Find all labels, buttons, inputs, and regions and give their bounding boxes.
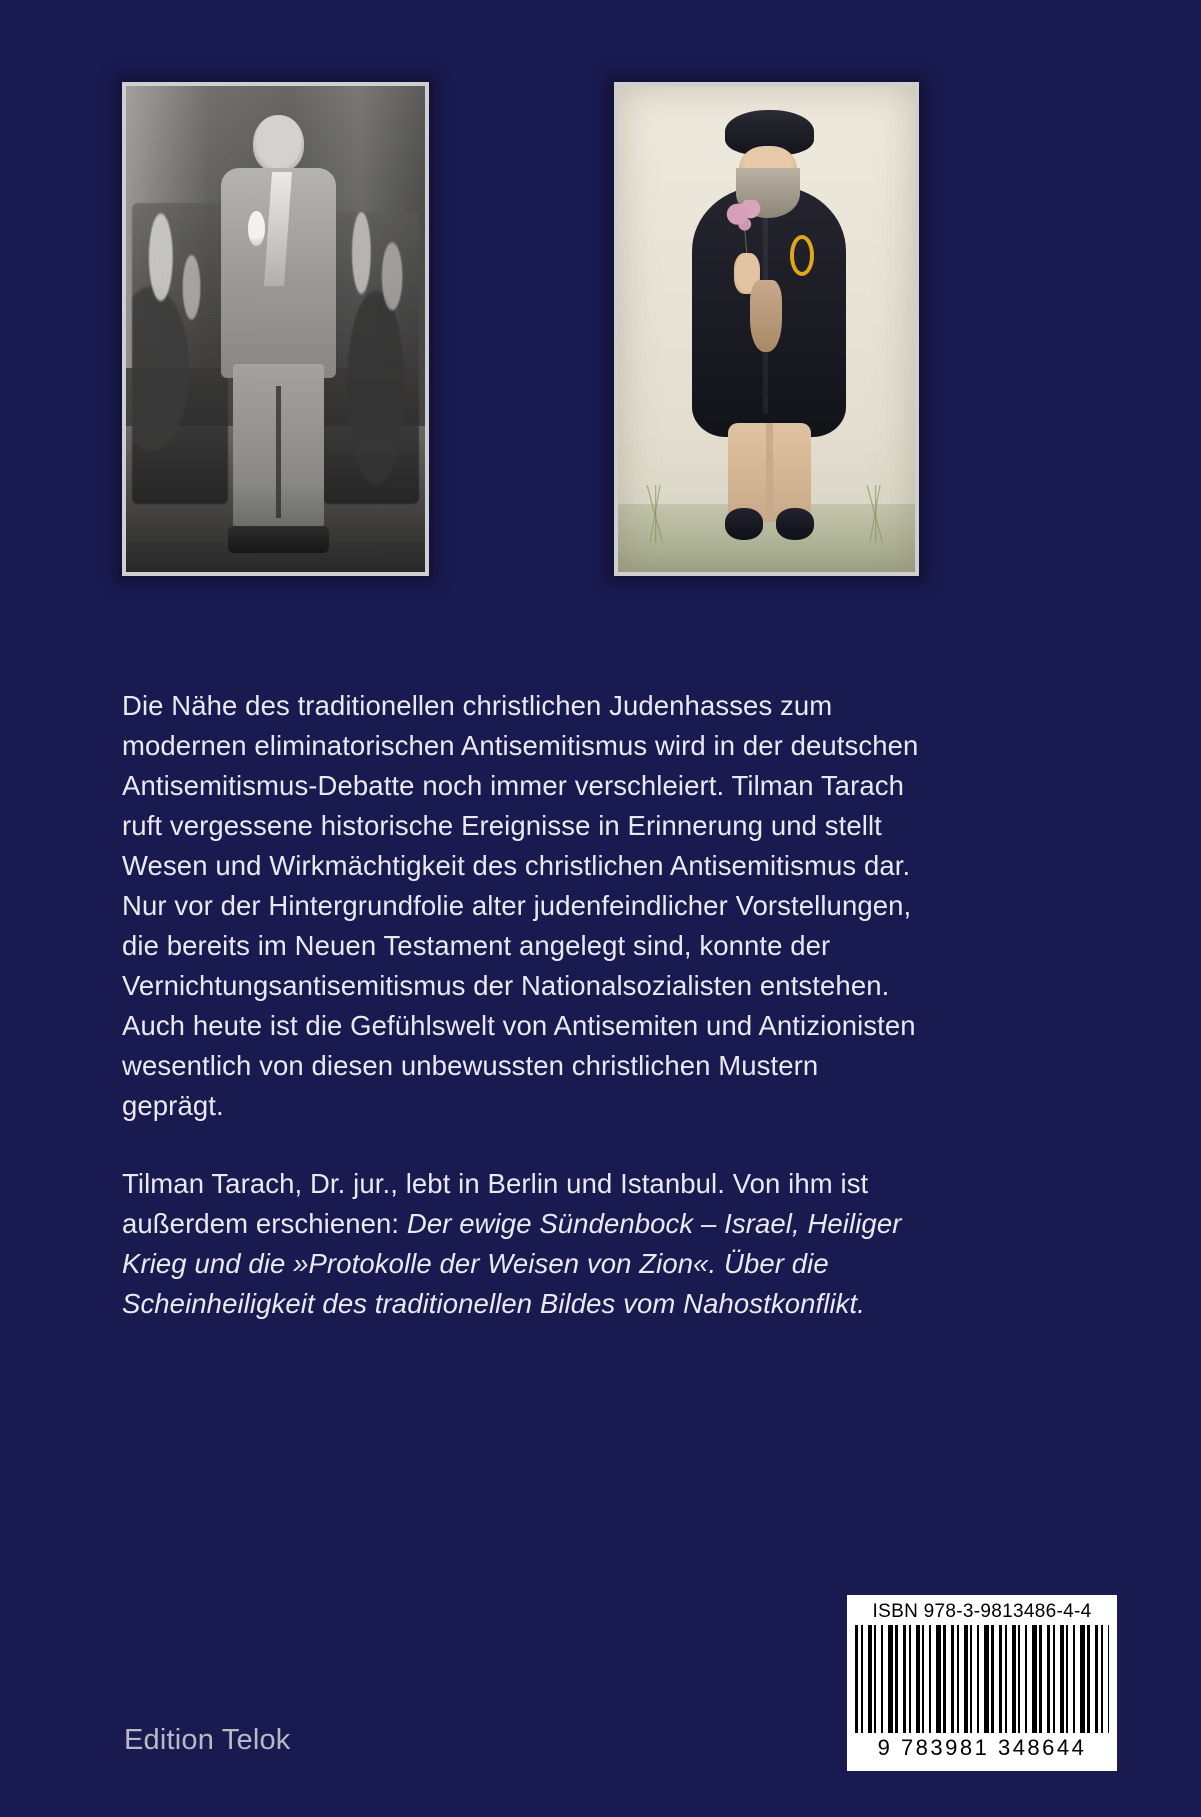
barcode-digits: 9 783981 348644 [877,1735,1087,1760]
author-note-title: Der ewige Sündenbock – Israel, Heiliger Krieg und die »Protokolle der Weisen von Zion«. Über die Scheinheiligkeit des traditionellen Bildes vom Nahostkonflikt. [122,1208,902,1319]
photo-left-content [126,86,425,572]
photo-man-with-star-badge [122,82,429,576]
publisher-name: Edition Telok [124,1724,291,1756]
blurb-paragraph-1: Die Nähe des traditionellen christlichen Judenhasses zum modernen eliminatorischen Antisemitismus wird in der deutschen Antisemitismus-Debatte noch immer verschleiert. Tilman Tarach ruft vergessene historische Ereignisse in Erinnerung und stellt Wesen und Wirkmächtigkeit des christlichen Antisemitismus dar. Nur vor der Hintergrundfolie alter judenfeindlicher Vorstellungen, die bereits im Neuen Testament angelegt sind, konnte der Vernichtungsantisemitismus der Nationalsozialisten entstehen. Auch heute ist die Gefühlswelt von Antisemiten und Antizionisten wesentlich von diesen unbewussten christlichen Mustern geprägt. [122,690,919,1121]
blurb-paragraph-2 [122,1164,922,1324]
isbn-label: ISBN 978-3-9813486-4-4 [872,1601,1092,1622]
cover-images-row [0,82,1201,582]
engraving-jew-with-yellow-ring-badge [614,82,919,576]
isbn-barcode [847,1595,1117,1771]
author-note-prefix: Tilman Tarach, Dr. jur., lebt in Berlin und Istanbul. Von ihm ist außerdem erschienen: [122,1168,869,1239]
engraving-vignette [618,86,915,572]
photo-right-content [618,86,915,572]
barcode-bars [855,1625,1109,1733]
back-cover-blurb [122,686,922,1324]
photo-film-grain [126,86,425,572]
